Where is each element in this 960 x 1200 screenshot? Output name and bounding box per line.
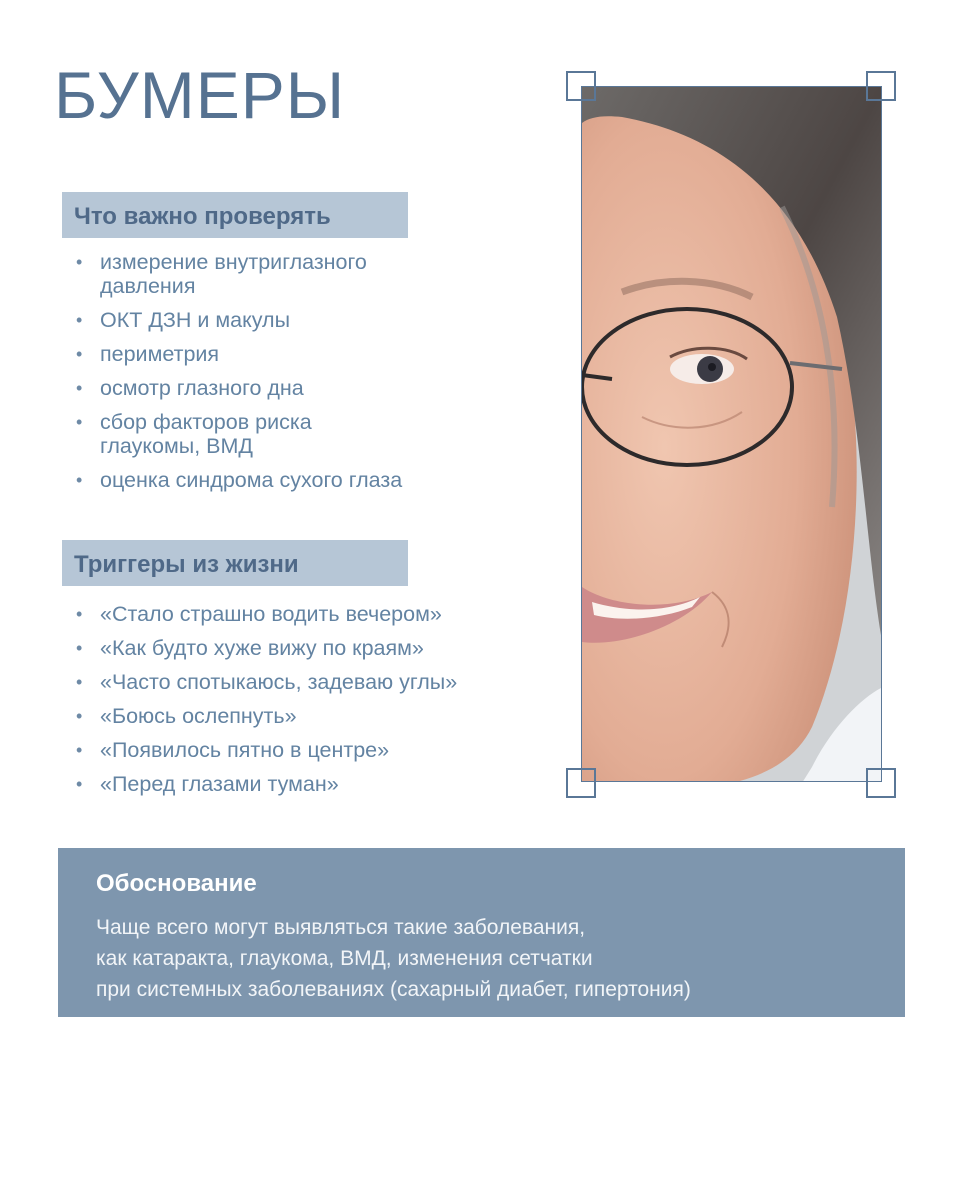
portrait-photo — [581, 86, 882, 782]
list-item: • «Появилось пятно в центре» — [76, 738, 390, 762]
list-item: • «Боюсь ослепнуть» — [76, 704, 297, 728]
list-item: • периметрия — [76, 342, 220, 366]
frame-corner-bottom-right — [866, 768, 896, 798]
list-item: • ОКТ ДЗН и макулы — [76, 308, 291, 332]
rationale-box — [58, 848, 905, 1017]
list-item: • «Как будто хуже вижу по краям» — [76, 636, 424, 660]
rationale-text: Чаще всего могут выявляться такие заболевания, как катаракта, глаукома, ВМД, изменения сетчатки при системных заболеваниях (сахарный диабет, гипертония) — [96, 916, 691, 1001]
page-title: БУМЕРЫ — [54, 58, 346, 132]
list-item: • «Часто спотыкаюсь, задеваю углы» — [76, 670, 458, 694]
bullet-icon: • — [76, 638, 83, 658]
bullet-icon: • — [76, 252, 83, 272]
bullet-icon: • — [76, 672, 83, 692]
bullet-icon: • — [76, 310, 83, 330]
checks-section-header: Что важно проверять — [62, 192, 408, 238]
list-item: • оценка синдрома сухого глаза — [76, 468, 403, 492]
bullet-icon: • — [76, 706, 83, 726]
bullet-icon: • — [76, 774, 83, 794]
bullet-icon: • — [76, 470, 83, 490]
frame-corner-bottom-left — [566, 768, 596, 798]
list-item: • «Стало страшно водить вечером» — [76, 602, 442, 626]
bullet-icon: • — [76, 740, 83, 760]
bullet-icon: • — [76, 604, 83, 624]
bullet-icon: • — [76, 412, 83, 432]
list-item: • измерение внутриглазного давления — [76, 250, 367, 298]
frame-corner-top-left — [566, 71, 596, 101]
frame-corner-top-right — [866, 71, 896, 101]
list-item: • осмотр глазного дна — [76, 376, 304, 400]
triggers-section-header: Триггеры из жизни — [62, 540, 408, 586]
list-item: • «Перед глазами туман» — [76, 772, 339, 796]
triggers-list — [76, 602, 546, 806]
list-item: • сбор факторов риска глаукомы, ВМД — [76, 410, 312, 458]
checks-list — [76, 250, 546, 502]
bullet-icon: • — [76, 378, 83, 398]
rationale-title: Обоснование — [96, 870, 257, 897]
bullet-icon: • — [76, 344, 83, 364]
portrait-illustration — [582, 87, 882, 782]
